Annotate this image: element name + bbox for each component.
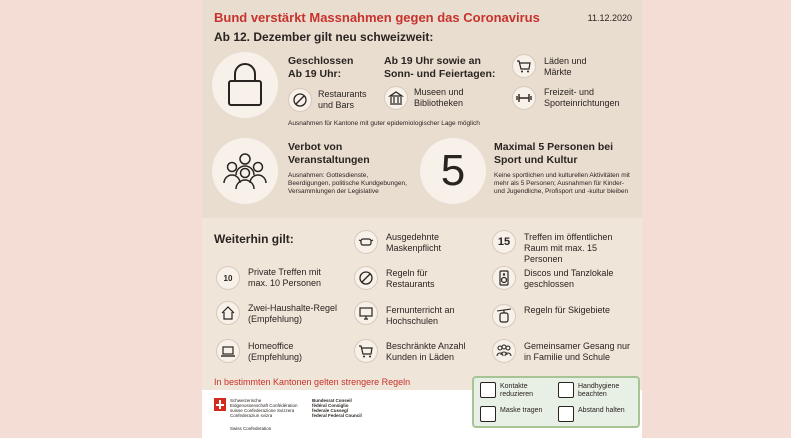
dumbbell-icon — [512, 86, 536, 110]
fifteen-icon: 15 — [492, 230, 516, 254]
events-note: Ausnahmen: Gottesdienste, Beerdigungen, politische Kundgebungen, Versammlungen der Legislative — [288, 172, 407, 195]
swiss-confederation: Swiss Confederation — [230, 426, 272, 431]
distance-icon — [558, 406, 574, 422]
confederation-text: Schweizerische Eidgenossenschaft Confédération suisse Confederazione Svizzera Confederaziun svizra — [230, 398, 298, 418]
gondola-icon — [492, 304, 516, 328]
laptop-icon — [216, 339, 240, 363]
item-ski: Regeln für Skigebiete — [524, 305, 611, 315]
cart-icon — [512, 54, 536, 78]
house-icon — [216, 301, 240, 325]
events-title: Verbot von Veranstaltungen — [288, 141, 370, 166]
five-number: 5 — [440, 146, 466, 195]
item-customers: Beschränkte Anzahl Kunden in Läden — [386, 341, 466, 362]
swiss-flag-icon — [214, 398, 226, 411]
item-mask: Ausgedehnte Maskenpflicht — [386, 232, 442, 253]
five-persons-icon — [420, 138, 486, 204]
hygiene-hands: Handhygiene beachten — [578, 383, 620, 398]
crowd-icon — [212, 138, 278, 204]
choir-icon — [492, 339, 516, 363]
hands-icon — [558, 382, 574, 398]
cart-icon-2 — [354, 339, 378, 363]
contacts-icon — [480, 382, 496, 398]
item-singing: Gemeinsamer Gesang nur in Familie und Schule — [524, 341, 631, 362]
hygiene-contacts: Kontakte reduzieren — [500, 383, 534, 398]
leisure-label: Freizeit- und Sporteinrichtungen — [544, 87, 620, 108]
stricter-rules-note: In bestimmten Kantonen gelten strengere Regeln — [214, 377, 411, 387]
sunday-item: Museen und Bibliotheken — [414, 87, 464, 108]
no-food-icon — [288, 88, 312, 112]
item-households: Zwei-Haushalte-Regel (Empfehlung) — [248, 303, 338, 324]
speaker-icon — [492, 266, 516, 290]
mask-small-icon — [480, 406, 496, 422]
museum-icon — [384, 86, 408, 110]
item-remote-teaching: Fernunterricht an Hochschulen — [386, 305, 455, 326]
five-title: Maximal 5 Personen bei Sport und Kultur — [494, 141, 614, 166]
hygiene-mask: Maske tragen — [500, 407, 543, 414]
five-note: Keine sportlichen und kulturellen Aktivitäten mit mehr als 5 Personen; Ausnahmen für Kinder- und Jugendliche, Profisport und -kultur bleiben — [494, 172, 630, 195]
item-fifteen: Treffen im öffentlichen Raum mit max. 15 Personen — [524, 232, 613, 264]
no-food-icon-2 — [354, 266, 378, 290]
federal-council: Bundesrat Conseil fédéral Consiglio federale Cussegl federal Federal Council — [312, 398, 362, 418]
page-title: Bund verstärkt Massnahmen gegen das Coronavirus — [214, 10, 540, 25]
item-discos: Discos und Tanzlokale geschlossen — [524, 268, 614, 289]
hygiene-distance: Abstand halten — [578, 407, 625, 414]
section1-heading: Ab 12. Dezember gilt neu schweizweit: — [214, 30, 434, 44]
item-homeoffice: Homeoffice (Empfehlung) — [248, 341, 303, 362]
padlock-icon — [212, 52, 278, 118]
shops-label: Läden und Märkte — [544, 56, 587, 77]
closed-title: Geschlossen Ab 19 Uhr: — [288, 55, 354, 80]
section3-heading: Weiterhin gilt: — [214, 232, 294, 246]
exceptions-note: Ausnahmen für Kantone mit guter epidemiologischer Lage möglich — [288, 120, 480, 127]
hygiene-box — [472, 376, 640, 428]
monitor-icon — [354, 301, 378, 325]
mask-icon — [354, 230, 378, 254]
poster — [202, 0, 642, 438]
publish-date: 11.12.2020 — [587, 13, 632, 23]
tree-icon: 10 — [216, 266, 240, 290]
item-restaurants: Regeln für Restaurants — [386, 268, 435, 289]
closed-item: Restaurants und Bars — [318, 89, 367, 110]
item-private: Private Treffen mit max. 10 Personen — [248, 267, 322, 288]
sunday-title: Ab 19 Uhr sowie an Sonn- und Feiertagen: — [384, 55, 496, 80]
